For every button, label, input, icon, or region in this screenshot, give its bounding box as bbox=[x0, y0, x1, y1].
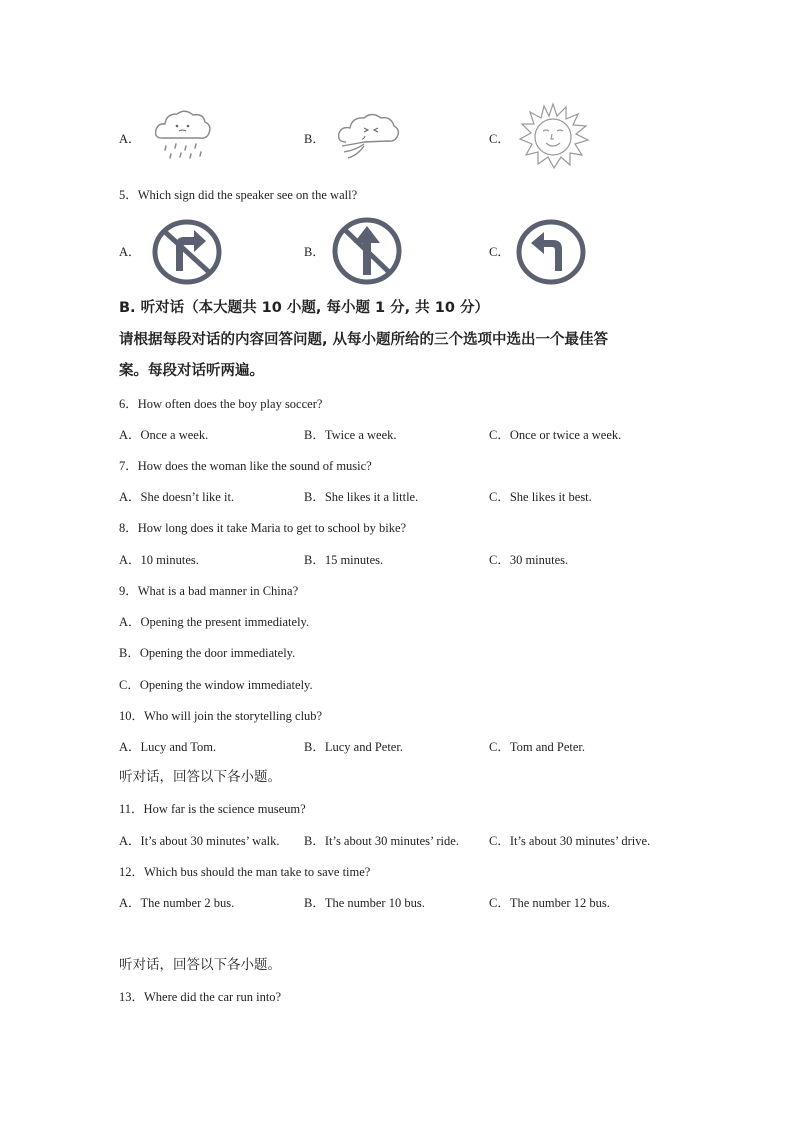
no-right-turn-sign-icon bbox=[152, 219, 222, 285]
q11-option-a: A．It’s about 30 minutes’ walk. bbox=[119, 834, 280, 848]
q8-question: 8．How long does it take Maria to get to school by bike? bbox=[119, 521, 407, 535]
q4-option-b-label: B． bbox=[304, 132, 325, 146]
no-straight-sign-icon bbox=[332, 217, 402, 285]
q12-option-c: C．The number 12 bus. bbox=[489, 896, 610, 910]
q7-option-a: A．She doesn’t like it. bbox=[119, 490, 235, 504]
q8-option-c: C．30 minutes. bbox=[489, 553, 569, 567]
q10-option-c: C．Tom and Peter. bbox=[489, 740, 585, 754]
q5-option-c-label: C． bbox=[489, 245, 510, 259]
q5-option-a-label: A． bbox=[119, 245, 141, 259]
q8-option-a: A．10 minutes. bbox=[119, 553, 199, 567]
q9-option-c: C．Opening the window immediately. bbox=[119, 678, 313, 692]
q4-option-a-label: A． bbox=[119, 132, 141, 146]
q9-option-b: B．Opening the door immediately. bbox=[119, 646, 296, 660]
q5-question: 5．Which sign did the speaker see on the wall? bbox=[119, 188, 358, 202]
q6-option-a: A．Once a week. bbox=[119, 428, 209, 442]
q7-option-c: C．She likes it best. bbox=[489, 490, 592, 504]
q11-option-c: C．It’s about 30 minutes’ drive. bbox=[489, 834, 651, 848]
left-turn-sign-icon bbox=[516, 219, 586, 285]
q10-option-a: A．Lucy and Tom. bbox=[119, 740, 217, 754]
q9-question: 9．What is a bad manner in China? bbox=[119, 584, 299, 598]
q8-option-b: B．15 minutes. bbox=[304, 553, 384, 567]
q6-question: 6．How often does the boy play soccer? bbox=[119, 397, 323, 411]
q10-question: 10．Who will join the storytelling club? bbox=[119, 709, 323, 723]
q4-option-c-label: C． bbox=[489, 132, 510, 146]
sun-icon bbox=[514, 102, 592, 172]
section-b-title: B. 听对话（本大题共 10 小题, 每小题 1 分, 共 10 分） bbox=[119, 300, 489, 316]
q7-option-b: B．She likes it a little. bbox=[304, 490, 419, 504]
q9-option-a: A．Opening the present immediately. bbox=[119, 615, 310, 629]
q6-option-c: C．Once or twice a week. bbox=[489, 428, 622, 442]
q6-option-b: B．Twice a week. bbox=[304, 428, 397, 442]
q12-option-b: B．The number 10 bus. bbox=[304, 896, 425, 910]
section-b-instruction-1: 请根据每段对话的内容回答问题, 从每小题所给的三个选项中选出一个最佳答 bbox=[119, 332, 609, 348]
q7-question: 7．How does the woman like the sound of music? bbox=[119, 459, 372, 473]
q5-option-b-label: B． bbox=[304, 245, 325, 259]
q11-question: 11．How far is the science museum? bbox=[119, 802, 306, 816]
q13-question: 13．Where did the car run into? bbox=[119, 990, 282, 1004]
section-b-instruction-2: 案。每段对话听两遍。 bbox=[119, 363, 264, 379]
dialogue-intro-2: 听对话，回答以下各小题。 bbox=[119, 957, 281, 973]
q12-option-a: A．The number 2 bus. bbox=[119, 896, 235, 910]
q12-question: 12．Which bus should the man take to save time? bbox=[119, 865, 371, 879]
wind-cloud-icon bbox=[334, 108, 404, 164]
rain-cloud-icon bbox=[152, 106, 214, 164]
q10-option-b: B．Lucy and Peter. bbox=[304, 740, 403, 754]
q11-option-b: B．It’s about 30 minutes’ ride. bbox=[304, 834, 459, 848]
dialogue-intro-1: 听对话，回答以下各小题。 bbox=[119, 769, 281, 785]
